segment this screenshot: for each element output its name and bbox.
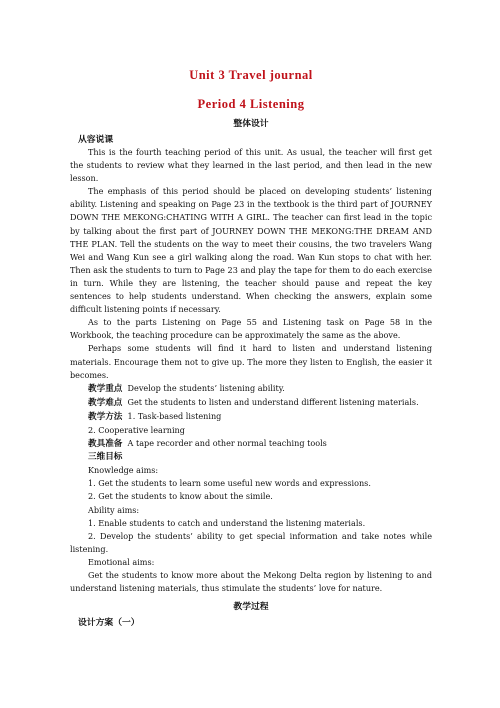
- method-item: 2. Cooperative learning: [88, 424, 185, 435]
- heading-overall-design: 整体设计: [233, 119, 269, 129]
- methods-label: 教学方法: [88, 411, 123, 422]
- heading-intro: 从容说课: [78, 135, 114, 145]
- methods: [70, 410, 432, 424]
- intro-paragraph-4: Perhaps some students will find it hard to listen and understand listening materials. Encourage them not to give up. The more they listen to English, the easier it becomes.: [70, 343, 432, 380]
- key-point-label: 教学重点: [88, 383, 123, 394]
- difficult-point-text: Get the students to listen and understand different listening materials.: [127, 396, 419, 407]
- difficult-point-label: 教学难点: [88, 397, 123, 408]
- knowledge-aims-title: Knowledge aims:: [88, 465, 159, 476]
- objectives-heading: 三维目标: [88, 452, 123, 463]
- aids-label: 教具准备: [88, 439, 123, 450]
- heading-teaching-process: 教学过程: [233, 602, 269, 613]
- intro-paragraph-3: As to the parts Listening on Page 55 and Listening task on Page 58 in the Workbook, the teaching procedure can be approximately the same as the above.: [70, 317, 432, 341]
- key-point-text: Develop the students’ listening ability.: [127, 382, 285, 393]
- teaching-aids: [70, 437, 432, 451]
- emotional-aims-title: Emotional aims:: [88, 556, 155, 567]
- intro-paragraph-2: The emphasis of this period should be placed on developing students’ listening ability. Listening and speaking on Page 23 in the textbook is the third part of JOURNEY DOWN THE MEKONG:CHATING WITH A GIRL. The teacher can first lead in the topic by talking about the first part of JOURNEY DOWN THE MEKONG:THE DREAM AND THE PLAN. Tell the students on the way to meet their cousins, the two travelers Wang Wei and Wang Kun see a girl walking along the road. Wan Kun stops to chat with her. Then ask the students to turn to Page 23 and play the tape for them to do each exercise in turn. While they are listening, the teacher should pause and repeat the key sentences to help students understand. When checking the answers, explain some difficult listening points if necessary.: [70, 186, 432, 315]
- emotional-aim: Get the students to know more about the Mekong Delta region by listening to and understand listening materials, thus stimulate the students’ love for nature.: [70, 570, 432, 594]
- knowledge-aim: 1. Get the students to learn some useful new words and expressions.: [88, 478, 371, 489]
- ability-aims-title: Ability aims:: [88, 504, 140, 515]
- ability-aim: 2. Develop the students’ ability to get special information and take notes while listening.: [70, 530, 432, 554]
- difficult-point: [70, 396, 432, 410]
- method-item: 1. Task-based listening: [127, 410, 222, 421]
- aids-text: A tape recorder and other normal teaching tools: [127, 438, 327, 449]
- heading-design-plan: 设计方案（一）: [78, 618, 140, 629]
- period-title: Period 4 Listening: [197, 97, 305, 111]
- unit-title: Unit 3 Travel journal: [189, 68, 313, 82]
- ability-aim: 1. Enable students to catch and understand the listening materials.: [88, 517, 366, 528]
- knowledge-aim: 2. Get the students to know about the simile.: [88, 491, 273, 502]
- intro-paragraph-1: This is the fourth teaching period of this unit. As usual, the teacher will first get the students to review what they learned in the last period, and then lead in the new lesson.: [70, 147, 432, 184]
- key-point: [70, 382, 432, 396]
